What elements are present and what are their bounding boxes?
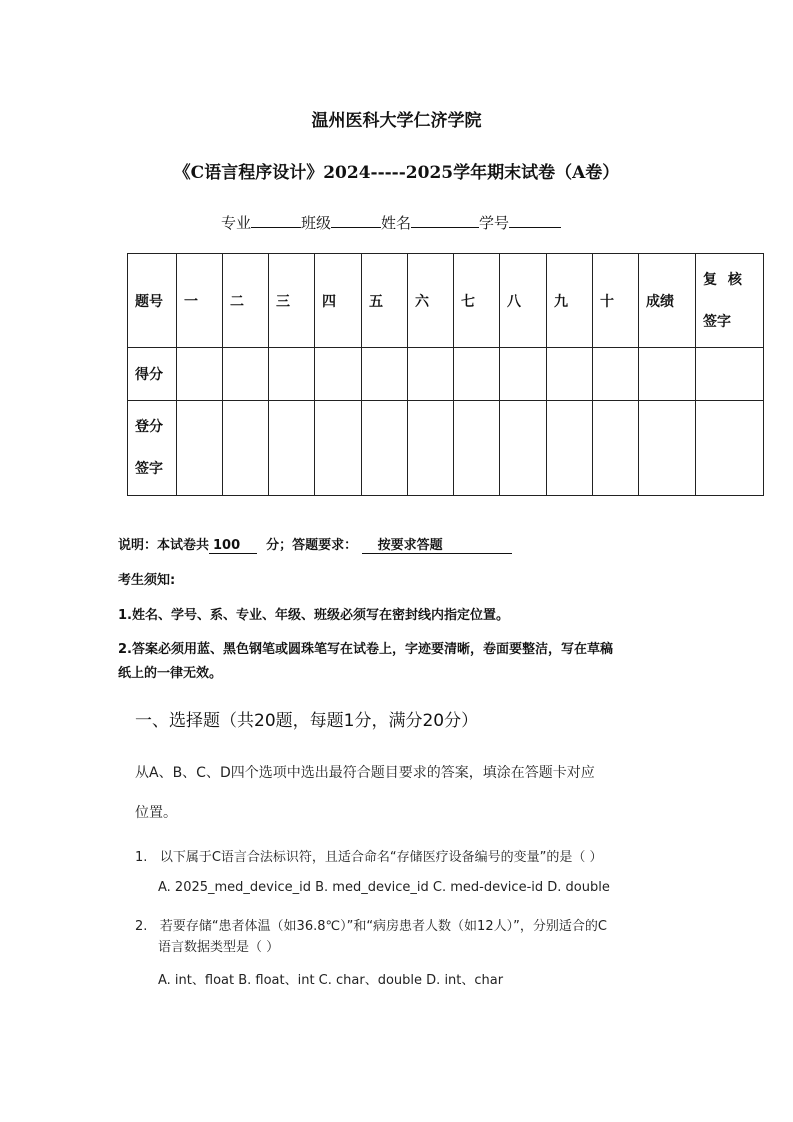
exam-description: [118, 534, 512, 554]
sign-cell[interactable]: [177, 401, 223, 496]
table-row-sign: [128, 401, 764, 496]
table-row-score: [128, 348, 764, 401]
question-2-text-b: 语言数据类型是（ ）: [158, 940, 280, 955]
score-cell[interactable]: [500, 348, 547, 401]
score-cell[interactable]: [223, 348, 269, 401]
header-cell: 复 核 签字: [696, 254, 764, 348]
header-cell: 三: [269, 254, 315, 348]
header-cell: 成绩: [639, 254, 696, 348]
score-cell[interactable]: [547, 348, 593, 401]
score-cell[interactable]: [177, 348, 223, 401]
school-name: 温州医科大学仁济学院: [311, 111, 482, 131]
section-intro-a: 从A、B、C、D四个选项中选出最符合题目要求的答案，填涂在答题卡对应: [135, 765, 595, 781]
sign-cell[interactable]: [315, 401, 362, 496]
student-id-field[interactable]: [509, 213, 561, 228]
section-title: 一、选择题（共20题，每题1分，满分20分）: [135, 711, 479, 731]
sign-cell[interactable]: [269, 401, 315, 496]
header-cell: 九: [547, 254, 593, 348]
header-cell: 一: [177, 254, 223, 348]
header-cell: 六: [408, 254, 454, 348]
score-cell[interactable]: [696, 348, 764, 401]
score-cell[interactable]: [454, 348, 500, 401]
total-score: 100: [209, 538, 257, 554]
row-label: 得分: [128, 348, 177, 401]
question-number: 2.: [135, 919, 148, 934]
class-label: 班级: [301, 214, 332, 232]
header-cell: 五: [362, 254, 408, 348]
sign-cell[interactable]: [362, 401, 408, 496]
sign-cell[interactable]: [639, 401, 696, 496]
score-table: [127, 253, 764, 496]
sign-cell[interactable]: [696, 401, 764, 496]
sign-cell[interactable]: [408, 401, 454, 496]
sign-cell[interactable]: [500, 401, 547, 496]
major-field[interactable]: [251, 213, 301, 228]
student-id-label: 学号: [479, 214, 510, 232]
question-text: 若要存储“患者体温（如36.8℃）”和“病房患者人数（如12人）”，分别适合的C: [159, 919, 607, 934]
header-cell: 二: [223, 254, 269, 348]
question-number: 1.: [135, 850, 148, 865]
notice-2a: 2.答案必须用蓝、黑色钢笔或圆珠笔写在试卷上，字迹要清晰，卷面要整洁，写在草稿: [118, 642, 613, 657]
name-label: 姓名: [381, 214, 412, 232]
sign-cell[interactable]: [547, 401, 593, 496]
class-field[interactable]: [331, 213, 381, 228]
header-cell: 四: [315, 254, 362, 348]
score-cell[interactable]: [408, 348, 454, 401]
sign-cell[interactable]: [454, 401, 500, 496]
question-text: 以下属于C语言合法标识符，且适合命名“存储医疗设备编号的变量”的是（ ）: [159, 850, 603, 865]
notice-2b: 纸上的一律无效。: [118, 666, 223, 681]
question-1-options: A. 2025_med_device_id B. med_device_id C. med-device-id D. double: [158, 880, 610, 895]
notice-title: 考生须知:: [118, 573, 176, 588]
desc-mid: 分；答题要求：: [266, 538, 358, 553]
header-cell: 七: [454, 254, 500, 348]
student-info-line: [221, 212, 561, 233]
section-intro-b: 位置。: [135, 805, 177, 821]
question-2: [135, 915, 607, 934]
question-1: [135, 846, 603, 865]
desc-prefix: 说明：本试卷共: [118, 538, 210, 553]
header-cell: 八: [500, 254, 547, 348]
answer-requirement: 按要求答题: [362, 534, 512, 554]
question-2-options: A. int、float B. float、int C. char、double D. int、char: [158, 973, 504, 988]
score-cell[interactable]: [315, 348, 362, 401]
major-label: 专业: [221, 214, 252, 232]
header-cell: 十: [593, 254, 639, 348]
score-cell[interactable]: [593, 348, 639, 401]
score-cell[interactable]: [269, 348, 315, 401]
row-label: 登分 签字: [128, 401, 177, 496]
table-row-header: [128, 254, 764, 348]
sign-cell[interactable]: [593, 401, 639, 496]
name-field[interactable]: [411, 213, 479, 228]
exam-title: 《C语言程序设计》2024-----2025学年期末试卷（A卷）: [173, 163, 620, 183]
notice-1: 1.姓名、学号、系、专业、年级、班级必须写在密封线内指定位置。: [118, 608, 509, 623]
score-cell[interactable]: [362, 348, 408, 401]
score-cell[interactable]: [639, 348, 696, 401]
header-cell: 题号: [128, 254, 177, 348]
sign-cell[interactable]: [223, 401, 269, 496]
